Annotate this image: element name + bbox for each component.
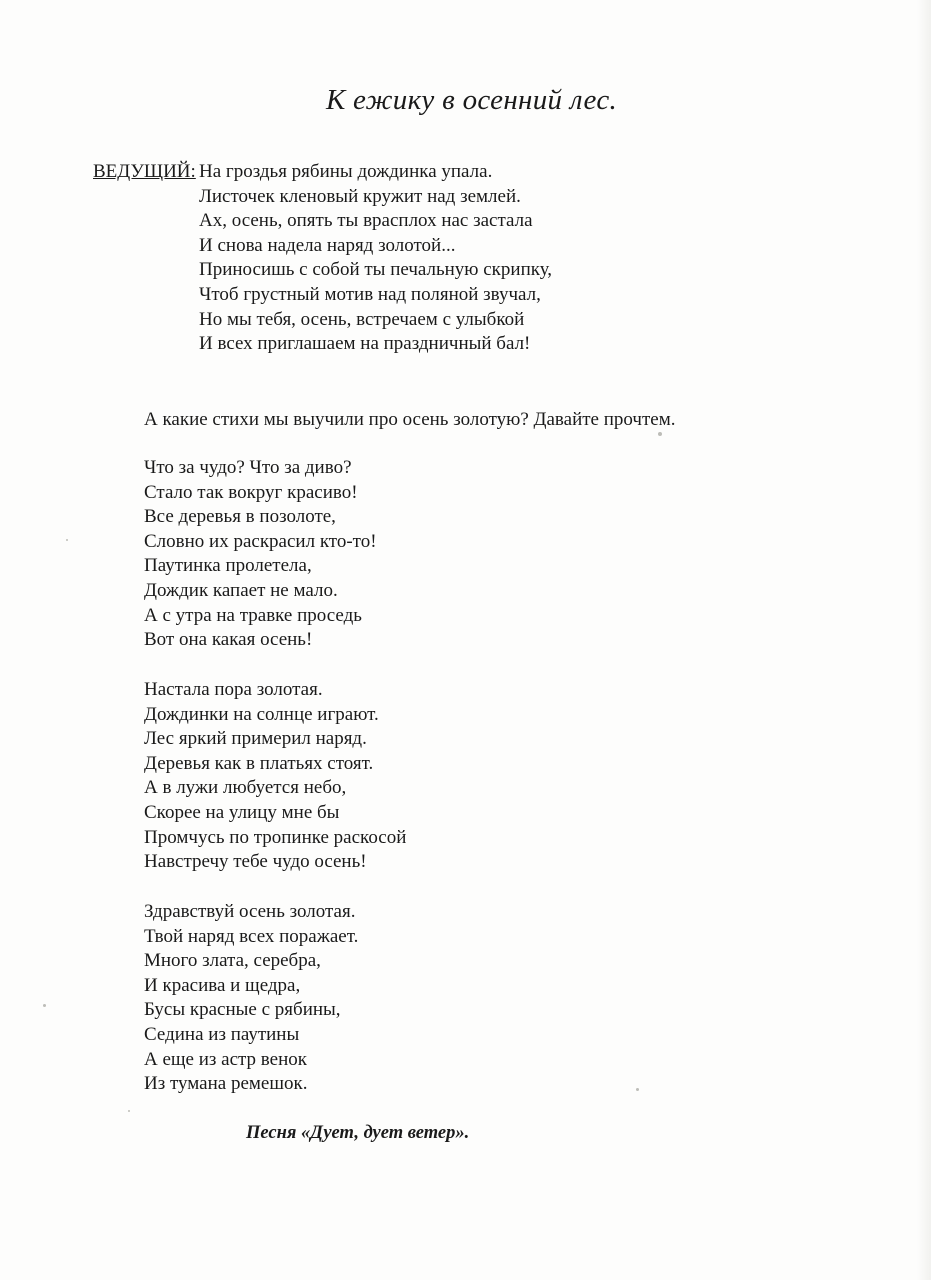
speaker-label: ВЕДУЩИЙ: (93, 161, 196, 182)
poem-line: Что за чудо? Что за диво? (144, 457, 352, 478)
page-title: К ежику в осенний лес. (325, 84, 618, 116)
scan-edge (917, 0, 931, 1280)
poem-line: Дождинки на солнце играют. (144, 703, 379, 725)
poem-line: Седина из паутины (144, 1023, 300, 1045)
poem-line: Вот она какая осень! (144, 629, 313, 651)
poem-line: А в лужи любуется небо, (144, 777, 347, 799)
poem-line: Здравствуй осень золотая. (144, 901, 356, 922)
verse-line: Чтоб грустный мотив над поляной звучал, (199, 283, 541, 305)
verse-line: И снова надела наряд золотой... (199, 234, 456, 256)
poem-1 (144, 456, 377, 653)
song-title: Песня «Дует, дует ветер». (246, 1123, 470, 1143)
prompt-line: А какие стихи мы выучили про осень золотую? Давайте прочтем. (144, 409, 676, 430)
poem-2 (144, 678, 406, 875)
poem-line: Из тумана ремешок. (144, 1073, 308, 1095)
scan-speck (43, 1004, 46, 1007)
scan-speck (658, 432, 662, 436)
poem-line: И красива и щедра, (144, 974, 301, 996)
poem-line: Стало так вокруг красиво! (144, 481, 358, 503)
verse-line: Ах, осень, опять ты врасплох нас застала (199, 210, 533, 232)
poem-line: Настала пора золотая. (144, 679, 323, 700)
poem-line: Скорее на улицу мне бы (144, 801, 340, 823)
poem-line: Бусы красные с рябины, (144, 999, 341, 1021)
verse-line: Приносишь с собой ты печальную скрипку, (199, 259, 553, 281)
verse-line: И всех приглашаем на праздничный бал! (199, 333, 531, 355)
poem-line: Дождик капает не мало. (144, 579, 338, 601)
poem-line: А с утра на травке проседь (144, 604, 362, 626)
poem-line: Твой наряд всех поражает. (144, 925, 359, 947)
verse-line: Но мы тебя, осень, встречаем с улыбкой (199, 308, 525, 330)
poem-line: А еще из астр венок (144, 1048, 307, 1070)
scan-speck (636, 1088, 639, 1091)
intro-verse (199, 160, 552, 357)
verse-line: Листочек кленовый кружит над землей. (199, 185, 521, 207)
verse-line: На гроздья рябины дождинка упала. (199, 161, 493, 182)
poem-line: Много злата, серебра, (144, 950, 321, 972)
poem-line: Паутинка пролетела, (144, 555, 312, 577)
poem-line: Лес яркий примерил наряд. (144, 728, 367, 750)
poem-3 (144, 900, 358, 1097)
poem-line: Навстречу тебе чудо осень! (144, 851, 367, 873)
poem-line: Промчусь по тропинке раскосой (144, 826, 407, 848)
poem-line: Словно их раскрасил кто-то! (144, 530, 377, 552)
scan-speck (128, 1110, 130, 1112)
poem-line: Деревья как в платьях стоят. (144, 752, 374, 774)
poem-line: Все деревья в позолоте, (144, 506, 336, 528)
scan-speck (66, 539, 68, 541)
